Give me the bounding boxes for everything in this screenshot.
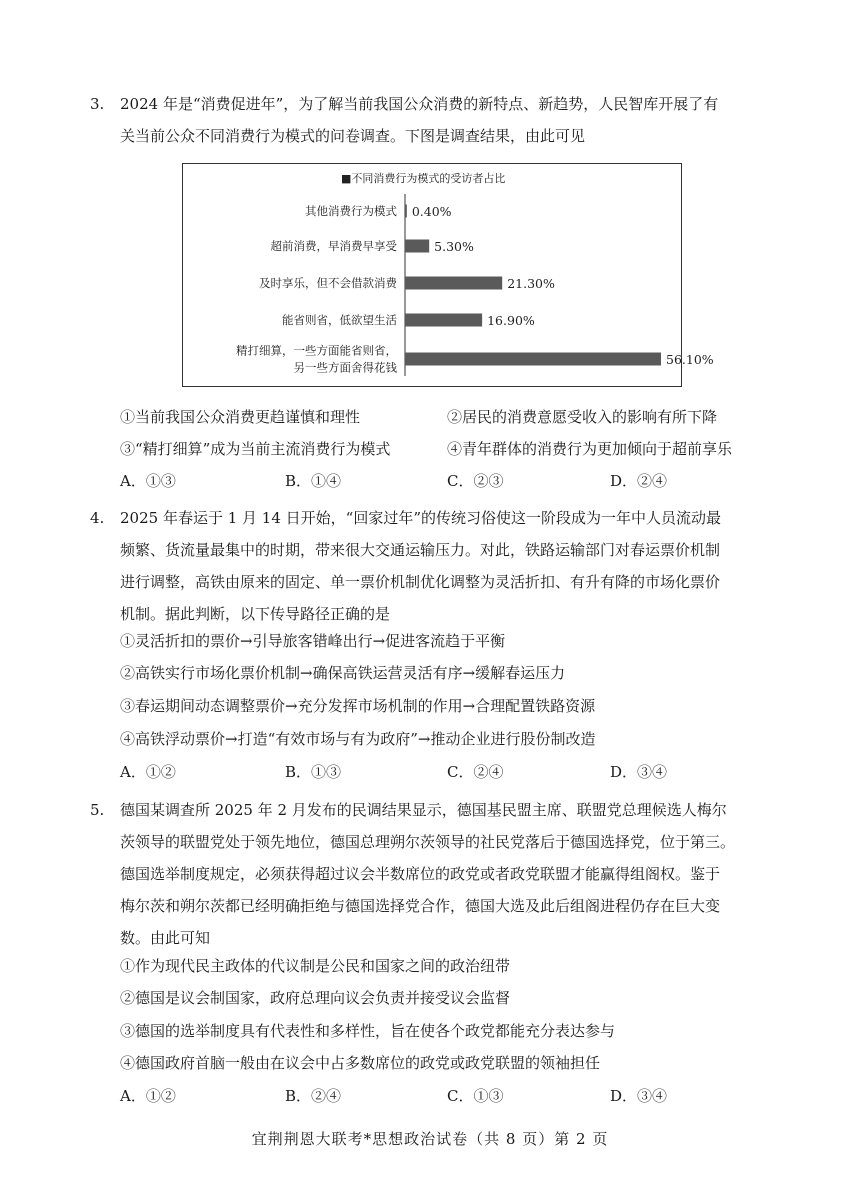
statement-2: ②居民的消费意愿受收入的影响有所下降: [447, 408, 718, 426]
question-number: 4.: [90, 509, 105, 527]
choice-a[interactable]: A．①②: [120, 1087, 176, 1105]
bar: [405, 314, 482, 327]
category-label: 另一些方面舍得花钱: [293, 360, 397, 375]
question-text-line: 2025 年春运于 1 月 14 日开始，“回家过年”的传统习俗使这一阶段成为一年中人员流动最: [120, 509, 721, 527]
choice-a[interactable]: A．①③: [120, 472, 176, 490]
question-text-line: 茨领导的联盟党处于领先地位，德国总理朔尔茨领导的社民党落后于德国选择党，位于第三。: [120, 833, 736, 851]
question-text-line: 2024 年是“消费促进年”，为了解当前我国公众消费的新特点、新趋势，人民智库开展了有: [120, 95, 719, 113]
choice-b[interactable]: B．①④: [285, 472, 342, 490]
choice-b[interactable]: B．②④: [285, 1087, 342, 1105]
choice-d[interactable]: D．③④: [610, 763, 668, 781]
bar: [405, 205, 407, 218]
statement-2: ②德国是议会制国家，政府总理向议会负责并接受议会监督: [120, 989, 511, 1007]
question-number: 3.: [90, 95, 105, 113]
statement-3: ③德国的选举制度具有代表性和多样性，旨在使各个政党都能充分表达参与: [120, 1022, 616, 1040]
statement-1: ①当前我国公众消费更趋谨慎和理性: [120, 408, 361, 426]
category-label: 及时享乐，但不会借款消费: [259, 276, 397, 290]
statement-1: ①灵活折扣的票价→引导旅客错峰出行→促进客流趋于平衡: [120, 632, 506, 650]
choice-a[interactable]: A．①②: [120, 763, 176, 781]
statement-4: ④青年群体的消费行为更加倾向于超前享乐: [447, 440, 733, 458]
bar: [405, 240, 429, 253]
data-label: 5.30%: [434, 239, 474, 254]
category-label: 能省则省，低欲望生活: [282, 313, 397, 327]
question-text-line: 梅尔茨和朔尔茨都已经明确拒绝与德国选择党合作，德国大选及此后组阁进程仍存在巨大变: [120, 897, 721, 915]
question-number: 5.: [90, 801, 105, 819]
question-text-line: 进行调整，高铁由原来的固定、单一票价机制优化调整为灵活折扣、有升有降的市场化票价: [120, 573, 721, 591]
data-label: 0.40%: [411, 204, 452, 219]
data-label: 16.90%: [487, 313, 535, 328]
data-label: 21.30%: [507, 276, 555, 291]
choice-d[interactable]: D．③④: [610, 1087, 668, 1105]
statement-2: ②高铁实行市场化票价机制→确保高铁运营灵活有序→缓解春运压力: [120, 664, 566, 682]
page-footer: 宜荆荆恩大联考*思想政治试卷（共 8 页）第 2 页: [251, 1130, 609, 1148]
statement-3: ③“精打细算”成为当前主流消费行为模式: [120, 440, 391, 458]
statement-4: ④德国政府首脑一般由在议会中占多数席位的政党或政党联盟的领袖担任: [120, 1054, 601, 1072]
chart-canvas: [183, 164, 714, 385]
question-text-line: 频繁、货流量最集中的时期，带来很大交通运输压力。对此，铁路运输部门对春运票价机制: [120, 541, 721, 559]
question-text-line: 机制。据此判断，以下传导路径正确的是: [120, 605, 391, 623]
question-text-line: 德国某调查所 2025 年 2 月发布的民调结果显示，德国基民盟主席、联盟党总理候选人梅尔: [120, 801, 727, 819]
statement-1: ①作为现代民主政体的代议制是公民和国家之间的政治纽带: [120, 957, 511, 975]
choice-c[interactable]: C．②③: [447, 472, 504, 490]
choice-c[interactable]: C．①③: [447, 1087, 504, 1105]
choice-d[interactable]: D．②④: [610, 472, 668, 490]
bar: [405, 353, 661, 366]
question-text-line: 关当前公众不同消费行为模式的问卷调查。下图是调查结果，由此可见: [120, 127, 586, 145]
statement-4: ④高铁浮动票价→打造“有效市场与有为政府”→推动企业进行股份制改造: [120, 730, 596, 748]
question-text-line: 数。由此可知: [120, 929, 211, 947]
question-text-line: 德国选举制度规定，必须获得超过议会半数席位的政党或者政党联盟才能赢得组阁权。鉴于: [120, 865, 721, 883]
data-label: 56.10%: [666, 352, 714, 367]
chart-title: ■不同消费行为模式的受访者占比: [341, 172, 506, 185]
bar: [405, 277, 502, 290]
category-label: 超前消费，早消费早享受: [270, 239, 397, 253]
statement-3: ③春运期间动态调整票价→充分发挥市场机制的作用→合理配置铁路资源: [120, 697, 596, 715]
choice-b[interactable]: B．①③: [285, 763, 342, 781]
choice-c[interactable]: C．②④: [447, 763, 504, 781]
category-label: 其他消费行为模式: [305, 204, 397, 218]
bar-chart: [182, 163, 714, 387]
category-label: 精打细算，一些方面能省则省，: [236, 343, 397, 358]
